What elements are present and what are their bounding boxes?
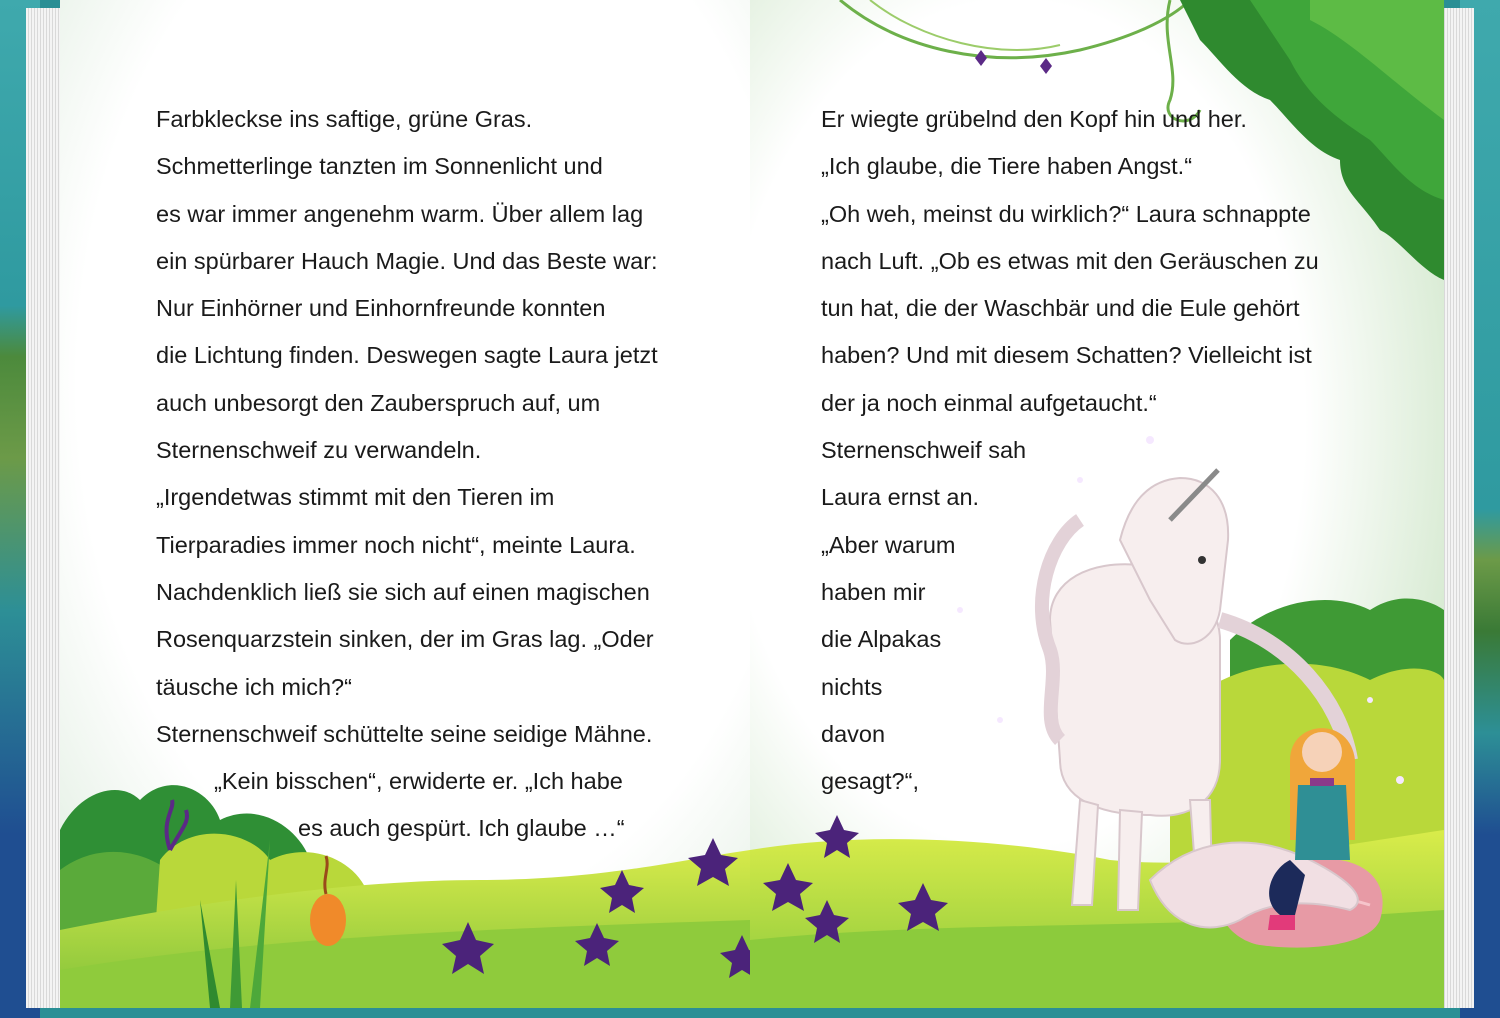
text-line: „Oh weh, meinst du wirklich?“ Laura schnappte: [821, 200, 1311, 227]
text-line: Sternenschweif sah: [821, 437, 1027, 464]
page-edges-right: [1444, 8, 1474, 1008]
right-page-text: [821, 96, 1319, 805]
text-line: haben? Und mit diesem Schatten? Vielleicht ist: [821, 342, 1312, 369]
text-line: „Ich glaube, die Tiere haben Angst.“: [821, 153, 1193, 180]
text-line: tun hat, die der Waschbär und die Eule gehört: [821, 295, 1300, 322]
left-page: [60, 0, 750, 1008]
text-line: Laura ernst an.: [821, 484, 980, 511]
text-line: nach Luft. „Ob es etwas mit den Geräuschen zu: [821, 247, 1319, 274]
text-line: Sternenschweif schüttelte seine seidige Mähne.: [156, 720, 653, 747]
text-line: die Lichtung finden. Deswegen sagte Laura jetzt: [156, 342, 658, 369]
text-line: Nachdenklich ließ sie sich auf einen magischen: [156, 578, 650, 605]
onion-bulb: [310, 894, 346, 946]
text-line: davon: [821, 720, 886, 747]
right-page: [750, 0, 1444, 1008]
text-line: „Irgendetwas stimmt mit den Tieren im: [156, 484, 555, 511]
text-line: täusche ich mich?“: [156, 673, 352, 700]
text-line: Sternenschweif zu verwandeln.: [156, 437, 482, 464]
text-line: die Alpakas: [821, 626, 942, 653]
text-line: Rosenquarzstein sinken, der im Gras lag. „Oder: [156, 626, 654, 653]
text-line: der ja noch einmal aufgetaucht.“: [821, 389, 1157, 416]
text-line: Nur Einhörner und Einhornfreunde konnten: [156, 295, 606, 322]
left-page-text: [156, 96, 658, 853]
text-line: Schmetterlinge tanzten im Sonnenlicht und: [156, 153, 603, 180]
text-line: nichts: [821, 673, 883, 700]
text-line: „Aber warum: [821, 531, 956, 558]
text-line: gesagt?“,: [821, 768, 919, 795]
text-line: Farbkleckse ins saftige, grüne Gras.: [156, 106, 533, 132]
text-line: ein spürbarer Hauch Magie. Und das Beste war:: [156, 247, 658, 274]
page-edges-left: [26, 8, 62, 1008]
text-line: es war immer angenehm warm. Über allem lag: [156, 200, 644, 227]
text-line: Er wiegte grübelnd den Kopf hin und her.: [821, 106, 1247, 132]
text-line: haben mir: [821, 578, 926, 605]
text-line: Tierparadies immer noch nicht“, meinte Laura.: [156, 531, 636, 558]
text-line: es auch gespürt. Ich glaube …“: [298, 815, 625, 842]
text-line: „Kein bisschen“, erwiderte er. „Ich habe: [214, 768, 623, 795]
text-line: auch unbesorgt den Zauberspruch auf, um: [156, 389, 601, 416]
